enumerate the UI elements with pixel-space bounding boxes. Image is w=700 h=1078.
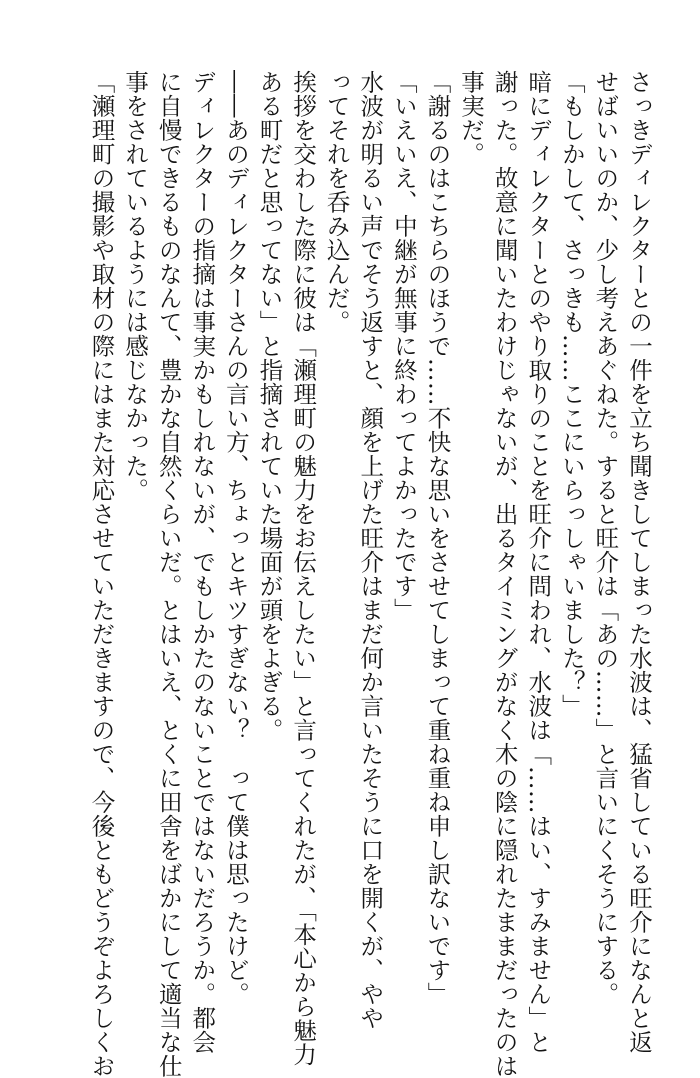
text-line-10: ってそれを呑み込んだ。 [322, 70, 351, 334]
text-line-7: 「謝るのはこちらのほうで……不快な思いをさせてしまって重ね重ね申し訳ないです」 [423, 70, 452, 1006]
text-line-8: 「いえいえ、中継が無事に終わってよかったです」 [389, 70, 418, 622]
text-line-4: 暗にディレクターとのやり取りのことを旺介に問われ、水波は「……はい、すみません」と [524, 70, 553, 1054]
text-line-13: ――あのディレクターさんの言い方、ちょっとキツすぎない？ って僕は思ったけど。 [221, 70, 250, 1006]
text-line-9: 水波が明るい声でそう返すと、顔を上げた旺介はまだ何か言いたそうに口を開くが、やや [356, 70, 385, 1030]
text-line-17: 「瀬理町の撮影や取材の際にはまた対応させていただきますので、今後ともどうぞよろしくお [87, 70, 116, 1078]
text-line-6: 事実だ。 [457, 70, 486, 166]
text-line-16: 事をされているようには感じなかった。 [121, 70, 150, 502]
text-line-3: 「もしかして、さっきも……ここにいらっしゃいました？」 [557, 70, 586, 718]
text-line-1: さっきディレクターとの一件を立ち聞きしてしまった水波は、猛省している旺介になんと返 [625, 70, 653, 1054]
text-line-5: 謝った。故意に聞いたわけじゃないが、出るタイミングがなく木の陰に隠れたままだったのは [490, 70, 519, 1078]
text-line-2: せばいいのか、少し考えあぐねた。すると旺介は「あの……」と言いにくそうにする。 [591, 70, 620, 1006]
text-line-11: 挨拶を交わした際に彼は「瀬理町の魅力をお伝えしたい」と言ってくれたが、「本心から魅力 [289, 70, 318, 1067]
text-line-14: ディレクターの指摘は事実かもしれないが、でもしかたのないことではないだろうか。都会 [188, 70, 217, 1054]
text-line-15: に自慢できるものなんて、豊かな自然くらいだ。とはいえ、とくに田舎をばかにして適当な仕 [154, 70, 183, 1078]
text-line-12: ある町だと思ってない」と指摘されていた場面が頭をよぎる。 [255, 70, 284, 742]
body-text [84, 70, 655, 1078]
